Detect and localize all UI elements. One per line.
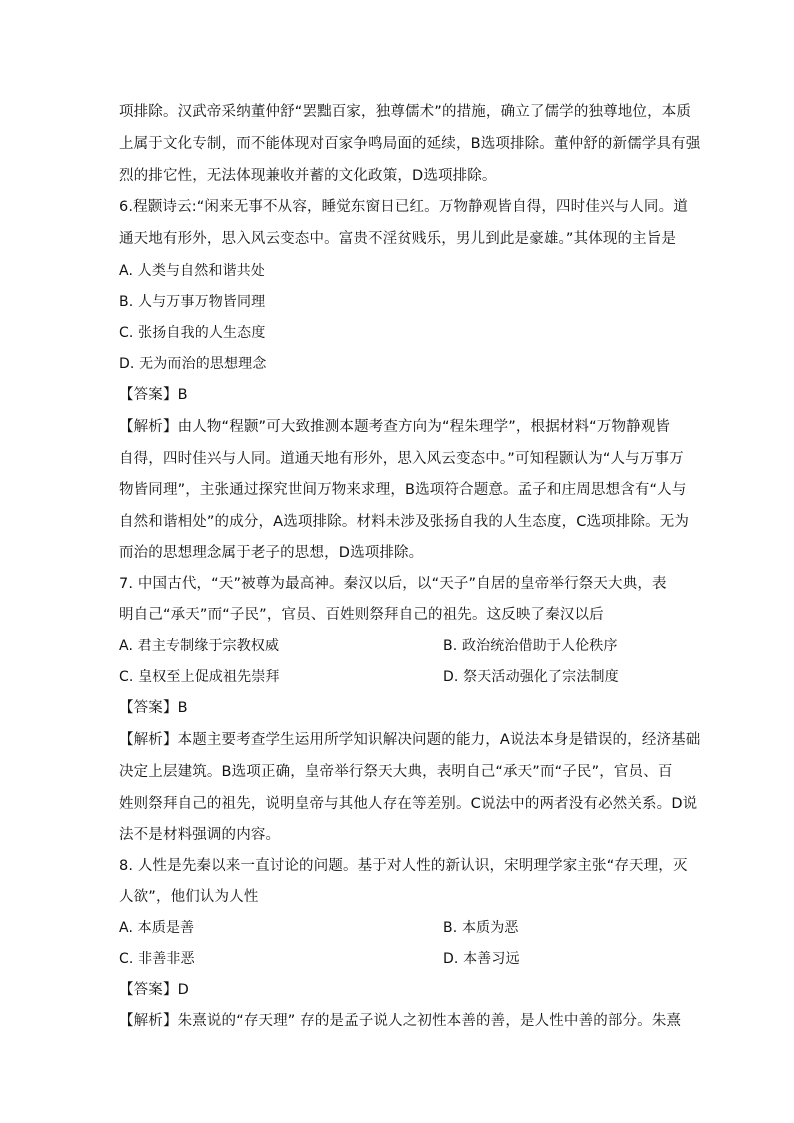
- question-7-analysis: 姓则祭拜自己的祖先，说明皇帝与其他人存在等差别。C说法中的两者没有必然关系。D说: [119, 796, 698, 812]
- question-6-analysis: 而治的思想理念属于老子的思想，D选项排除。: [119, 545, 424, 561]
- question-6-analysis: 物皆同理”，主张通过探究世间万物来求理，B选项符合题意。孟子和庄周思想含有“人与: [119, 482, 687, 498]
- question-6-option-a: A. 人类与自然和谐共处: [119, 263, 266, 279]
- question-6-stem: 6.程颢诗云:“闲来无事不从容，睡觉东窗日已红。万物静观皆自得，四时佳兴与人同。道: [119, 199, 688, 215]
- question-7-option-c: C. 皇权至上促成祖先崇拜: [119, 669, 280, 685]
- question-6-answer: 【答案】B: [119, 387, 188, 403]
- question-6-analysis: 【解析】由人物“程颢”可大致推测本题考查方向为“程朱理学”，根据材料“万物静观皆: [119, 419, 671, 435]
- question-8-option-b: B. 本质为恶: [443, 920, 519, 936]
- question-6-analysis: 自然和谐相处”的成分，A选项排除。材料未涉及张扬自我的人生态度，C选项排除。无为: [119, 514, 690, 530]
- question-7-stem: 明自己“承天”而“子民”，官员、百姓则祭拜自己的祖先。这反映了秦汉以后: [119, 607, 604, 623]
- question-7-answer: 【答案】B: [119, 700, 188, 716]
- question-8-option-c: C. 非善非恶: [119, 951, 195, 967]
- question-7-option-a: A. 君主专制缘于宗教权威: [119, 638, 280, 654]
- question-6-stem: 通天地有形外，思入风云变态中。富贵不淫贫贱乐，男儿到此是豪雄。”其体现的主旨是: [119, 231, 677, 247]
- question-8-answer: 【答案】D: [119, 982, 189, 998]
- text-line: 上属于文化专制，而不能体现对百家争鸣局面的延续，B选项排除。董仲舒的新儒学具有强: [119, 136, 701, 152]
- text-line: 项排除。汉武帝采纳董仲舒“罢黜百家，独尊儒术”的措施，确立了儒学的独尊地位，本质: [119, 104, 692, 120]
- question-8-option-a: A. 本质是善: [119, 920, 195, 936]
- question-6-option-d: D. 无为而治的思想理念: [119, 356, 267, 372]
- question-7-analysis: 决定上层建筑。B选项正确，皇帝举行祭天大典，表明自己“承天”而“子民”，官员、百: [119, 764, 673, 780]
- question-6-option-c: C. 张扬自我的人生态度: [119, 325, 266, 341]
- question-8-stem: 8. 人性是先秦以来一直讨论的问题。基于对人性的新认识，宋明理学家主张“存天理，灭: [119, 858, 688, 874]
- question-6-option-b: B. 人与万事万物皆同理: [119, 294, 266, 310]
- question-7-option-d: D. 祭天活动强化了宗法制度: [443, 669, 619, 685]
- question-6-analysis: 自得，四时佳兴与人同。道通天地有形外，思入风云变态中。”可知程颢认为“人与万事万: [119, 451, 684, 467]
- question-8-analysis: 【解析】朱熹说的“存天理” 存的是孟子说人之初性本善的善，是人性中善的部分。朱熹: [119, 1013, 682, 1029]
- question-7-analysis: 法不是材料强调的内容。: [119, 827, 281, 843]
- question-7-analysis: 【解析】本题主要考查学生运用所学知识解决问题的能力，A说法本身是错误的，经济基础: [119, 732, 701, 748]
- question-7-option-b: B. 政治统治借助于人伦秩序: [443, 638, 618, 654]
- question-8-option-d: D. 本善习远: [443, 951, 520, 967]
- question-7-stem: 7. 中国古代，“天”被尊为最高神。秦汉以后，以“天子”自居的皇帝举行祭天大典，表: [119, 576, 667, 592]
- question-8-stem: 人欲”，他们认为人性: [119, 889, 259, 905]
- text-line: 烈的排它性，无法体现兼收并蓄的文化政策，D选项排除。: [119, 168, 497, 184]
